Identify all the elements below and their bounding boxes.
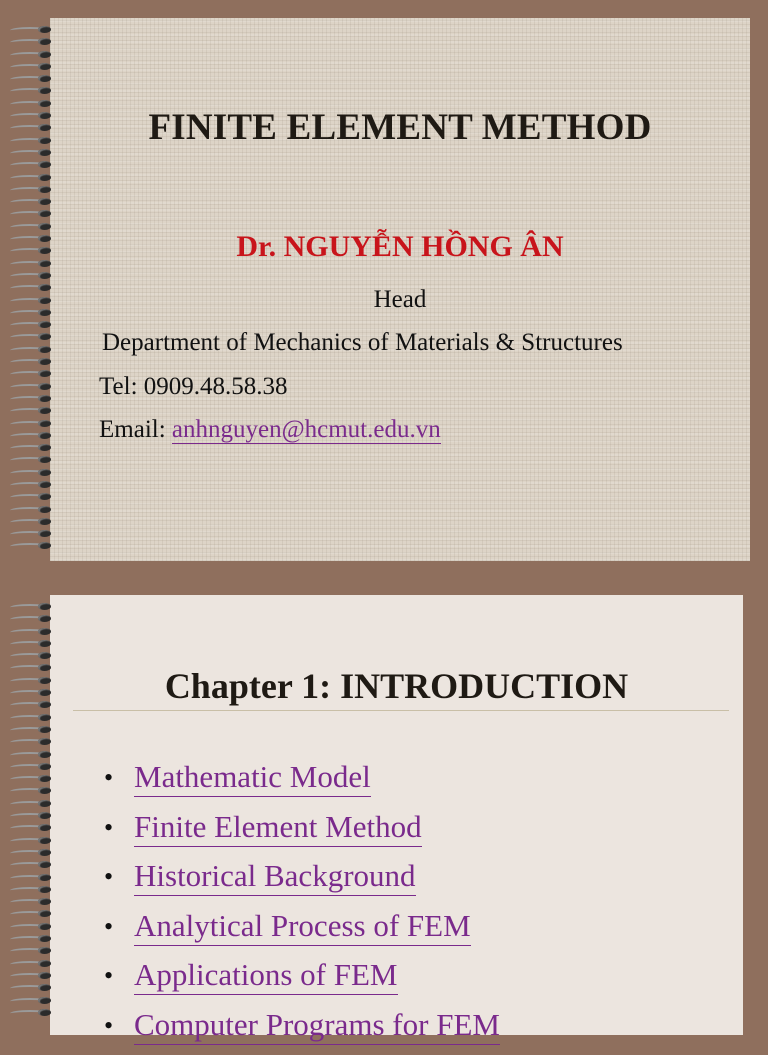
email-link[interactable]: anhnguyen@hcmut.edu.vn — [172, 416, 441, 444]
binding-ring — [10, 418, 58, 430]
binding-hole — [38, 63, 51, 70]
binding-ring — [10, 430, 58, 442]
binding-hole — [38, 960, 51, 967]
email-label: Email: — [99, 416, 172, 443]
list-item — [134, 1006, 500, 1055]
binding-ring — [10, 613, 58, 625]
binding-hole — [38, 603, 51, 610]
topic-link[interactable]: Applications of FEM — [134, 956, 398, 995]
binding-ring — [10, 344, 58, 356]
binding-ring — [10, 24, 58, 36]
author-name: Dr. NGUYỄN HỒNG ÂN — [50, 230, 750, 264]
binding-ring — [10, 798, 58, 810]
binding-ring — [10, 356, 58, 368]
binding-hole — [38, 51, 51, 58]
binding-hole — [38, 726, 51, 733]
chapter-title: Chapter 1: INTRODUCTION — [50, 665, 743, 707]
binding-ring — [10, 61, 58, 73]
binding-hole — [38, 628, 51, 635]
binding-ring — [10, 49, 58, 61]
bullet-icon: • — [104, 956, 113, 996]
tel-label: Tel: — [99, 373, 144, 400]
binding-hole — [38, 714, 51, 721]
bullet-icon: • — [104, 1006, 113, 1046]
telephone-line — [99, 373, 288, 401]
binding-hole — [38, 518, 51, 525]
binding-ring — [10, 467, 58, 479]
binding-ring — [10, 896, 58, 908]
binding-ring — [10, 847, 58, 859]
binding-ring — [10, 491, 58, 503]
binding-ring — [10, 724, 58, 736]
email-line — [99, 416, 441, 444]
binding-ring — [10, 970, 58, 982]
bullet-icon: • — [104, 857, 113, 897]
binding-ring — [10, 884, 58, 896]
binding-ring — [10, 785, 58, 797]
binding-ring — [10, 810, 58, 822]
binding-ring — [10, 504, 58, 516]
binding-hole — [38, 358, 51, 365]
binding-ring — [10, 540, 58, 552]
author-role: Head — [50, 286, 750, 314]
spiral-binding-icon — [10, 601, 58, 1019]
bullet-icon: • — [104, 907, 113, 947]
list-item — [134, 956, 500, 1006]
binding-ring — [10, 872, 58, 884]
binding-hole — [38, 26, 51, 33]
binding-hole — [38, 223, 51, 230]
binding-ring — [10, 196, 58, 208]
binding-hole — [38, 395, 51, 402]
binding-ring — [10, 270, 58, 282]
list-item — [134, 857, 500, 907]
binding-ring — [10, 626, 58, 638]
topic-link[interactable]: Analytical Process of FEM — [134, 907, 471, 946]
binding-hole — [38, 186, 51, 193]
binding-ring — [10, 393, 58, 405]
binding-ring — [10, 736, 58, 748]
binding-ring — [10, 331, 58, 343]
title-slide — [50, 18, 750, 561]
binding-ring — [10, 835, 58, 847]
title-divider — [73, 710, 729, 711]
binding-ring — [10, 908, 58, 920]
binding-ring — [10, 859, 58, 871]
binding-hole — [38, 763, 51, 770]
list-item — [134, 907, 500, 957]
binding-hole — [38, 935, 51, 942]
binding-hole — [38, 383, 51, 390]
binding-hole — [38, 923, 51, 930]
binding-ring — [10, 368, 58, 380]
binding-ring — [10, 982, 58, 994]
topic-link[interactable]: Computer Programs for FEM — [134, 1006, 500, 1045]
binding-hole — [38, 469, 51, 476]
binding-ring — [10, 85, 58, 97]
topic-link[interactable]: Finite Element Method — [134, 808, 422, 847]
binding-hole — [38, 149, 51, 156]
binding-ring — [10, 479, 58, 491]
binding-hole — [38, 346, 51, 353]
topic-link[interactable]: Mathematic Model — [134, 758, 371, 797]
binding-hole — [38, 849, 51, 856]
bullet-icon: • — [104, 808, 113, 848]
binding-ring — [10, 773, 58, 785]
binding-hole — [38, 432, 51, 439]
list-item — [134, 758, 500, 808]
binding-hole — [38, 481, 51, 488]
binding-ring — [10, 528, 58, 540]
binding-ring — [10, 454, 58, 466]
binding-ring — [10, 516, 58, 528]
binding-ring — [10, 159, 58, 171]
binding-hole — [38, 997, 51, 1004]
binding-ring — [10, 638, 58, 650]
binding-hole — [38, 874, 51, 881]
binding-ring — [10, 761, 58, 773]
binding-hole — [38, 506, 51, 513]
binding-hole — [38, 800, 51, 807]
binding-ring — [10, 208, 58, 220]
binding-ring — [10, 712, 58, 724]
binding-hole — [38, 837, 51, 844]
binding-hole — [38, 886, 51, 893]
binding-ring — [10, 650, 58, 662]
binding-hole — [38, 812, 51, 819]
binding-ring — [10, 601, 58, 613]
binding-hole — [38, 420, 51, 427]
binding-ring — [10, 822, 58, 834]
binding-ring — [10, 995, 58, 1007]
binding-ring — [10, 184, 58, 196]
binding-ring — [10, 921, 58, 933]
topic-link[interactable]: Historical Background — [134, 857, 416, 896]
bullet-icon: • — [104, 758, 113, 798]
binding-hole — [38, 640, 51, 647]
binding-ring — [10, 405, 58, 417]
binding-ring — [10, 958, 58, 970]
binding-ring — [10, 73, 58, 85]
binding-hole — [38, 272, 51, 279]
tel-number: 0909.48.58.38 — [144, 373, 288, 400]
slide-title: FINITE ELEMENT METHOD — [50, 106, 750, 149]
topic-list — [134, 758, 500, 1055]
binding-ring — [10, 442, 58, 454]
binding-ring — [10, 749, 58, 761]
list-item — [134, 808, 500, 858]
binding-ring — [10, 945, 58, 957]
binding-hole — [38, 1009, 51, 1016]
binding-ring — [10, 319, 58, 331]
binding-ring — [10, 933, 58, 945]
binding-ring — [10, 1007, 58, 1019]
department-name: Department of Mechanics of Materials & Structures — [102, 329, 623, 357]
binding-ring — [10, 36, 58, 48]
binding-hole — [38, 972, 51, 979]
binding-hole — [38, 174, 51, 181]
binding-ring — [10, 172, 58, 184]
contents-slide — [50, 595, 743, 1035]
binding-hole — [38, 751, 51, 758]
binding-ring — [10, 381, 58, 393]
